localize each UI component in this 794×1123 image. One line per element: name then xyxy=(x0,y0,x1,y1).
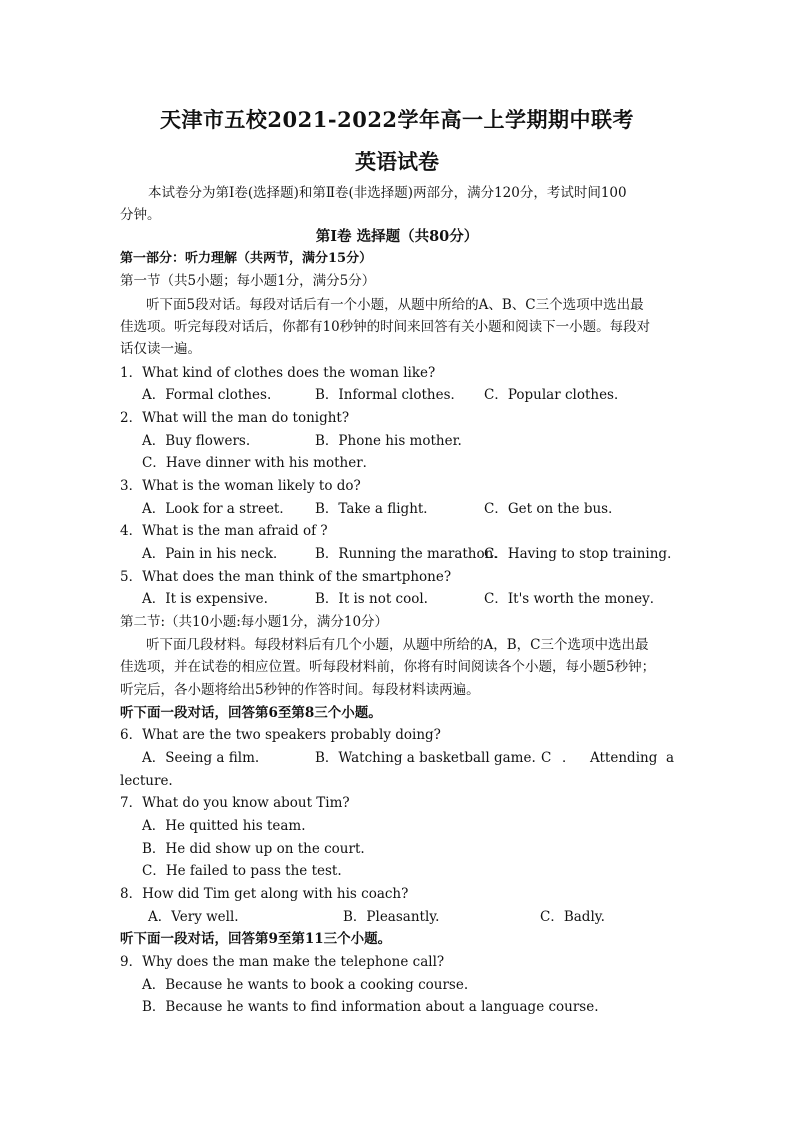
q6-option-c-continued: lecture. xyxy=(120,773,173,789)
sec2-instruction-3: 听完后，各小题将给出5秒钟的作答时间。每段材料读两遍。 xyxy=(120,682,480,698)
section-heading: 第一部分：听力理解（共两节，满分15分） xyxy=(120,251,373,266)
q2-option-c: C．Have dinner with his mother． xyxy=(142,455,377,471)
q6-option-c-dot: ． xyxy=(562,750,576,766)
q3-option-a: A．Look for a street． xyxy=(142,501,293,517)
q8-option-c: C．Badly. xyxy=(540,909,605,925)
intro-line-1: 本试卷分为第Ⅰ卷(选择题)和第Ⅱ卷(非选择题)两部分，满分120分，考试时间100 xyxy=(148,185,627,201)
group-1-instruction: 听下面一段对话，回答第6至第8三个小题。 xyxy=(120,705,382,721)
q7-option-c: C．He failed to pass the test. xyxy=(142,863,342,879)
q4-option-b: B．Running the marathon. xyxy=(315,546,498,562)
q1-option-a: A．Formal clothes. xyxy=(142,387,272,403)
q7-option-b: B．He did show up on the court. xyxy=(142,841,365,857)
question-9: 9．Why does the man make the telephone call? xyxy=(120,954,445,970)
question-3: 3．What is the woman likely to do? xyxy=(120,478,361,494)
q6-option-a: A．Seeing a film. xyxy=(142,750,260,766)
q5-option-b: B．It is not cool. xyxy=(315,591,428,607)
question-5: 5．What does the man think of the smartphone? xyxy=(120,569,452,585)
intro-line-2: 分钟。 xyxy=(120,207,161,223)
question-2: 2．What will the man do tonight? xyxy=(120,410,350,426)
q5-option-c: C．It's worth the money． xyxy=(484,591,664,607)
question-8: 8．How did Tim get along with his coach? xyxy=(120,886,409,902)
sec2-instruction-2: 佳选项，并在试卷的相应位置。听每段材料前，你将有时间阅读各个小题，每小题5秒钟； xyxy=(120,659,656,675)
q5-option-a: A．It is expensive. xyxy=(142,591,268,607)
q3-option-c: C．Get on the bus． xyxy=(484,501,622,517)
question-6: 6．What are the two speakers probably doing? xyxy=(120,727,441,743)
sec1-heading: 第一节（共5小题；每小题1分，满分5分） xyxy=(120,273,376,289)
q3-option-b: B．Take a flight． xyxy=(315,501,437,517)
sec1-instruction-3: 话仅读一遍。 xyxy=(120,341,201,357)
q8-option-a: A．Very well. xyxy=(148,909,239,925)
sec2-heading: 第二节:（共10小题:每小题1分，满分10分） xyxy=(120,614,389,630)
sec2-instruction-1: 听下面几段材料。每段材料后有几个小题，从题中所给的A，B，C三个选项中选出最 xyxy=(146,637,649,653)
page-title: 天津市五校2021-2022学年高一上学期期中联考 xyxy=(159,107,635,132)
sec1-instruction-2: 佳选项。听完每段对话后，你都有10秒钟的时间来回答有关小题和阅读下一小题。每段对 xyxy=(120,319,651,335)
question-4: 4．What is the man afraid of ? xyxy=(120,523,328,539)
q8-option-b: B．Pleasantly. xyxy=(343,909,440,925)
q2-option-a: A．Buy flowers. xyxy=(142,433,251,449)
q1-option-b: B．Informal clothes． xyxy=(315,387,465,403)
q6-option-c-word: Attending xyxy=(590,750,658,766)
page-subtitle: 英语试卷 xyxy=(355,149,439,174)
group-2-instruction: 听下面一段对话，回答第9至第11三个小题。 xyxy=(120,931,392,947)
question-7: 7．What do you know about Tim? xyxy=(120,795,350,811)
question-1: 1．What kind of clothes does the woman like? xyxy=(120,365,436,381)
q7-option-a: A．He quitted his team. xyxy=(142,818,306,834)
part1-heading: 第Ⅰ卷 选择题（共80分） xyxy=(315,228,479,245)
q4-option-a: A．Pain in his neck． xyxy=(142,546,287,562)
q6-option-c-article: a xyxy=(666,750,675,766)
q6-option-b: B．Watching a basketball game. xyxy=(315,750,536,766)
q2-option-b: B．Phone his mother. xyxy=(315,433,462,449)
q9-option-a: A．Because he wants to book a cooking course. xyxy=(142,977,469,993)
sec1-instruction-1: 听下面5段对话。每段对话后有一个小题，从题中所给的A、B、C三个选项中选出最 xyxy=(146,297,644,313)
q6-option-c-letter: C xyxy=(541,750,552,766)
q1-option-c: C．Popular clothes． xyxy=(484,387,628,403)
q9-option-b: B．Because he wants to find information about a language course. xyxy=(142,999,599,1015)
q4-option-c: C．Having to stop training． xyxy=(484,546,681,562)
